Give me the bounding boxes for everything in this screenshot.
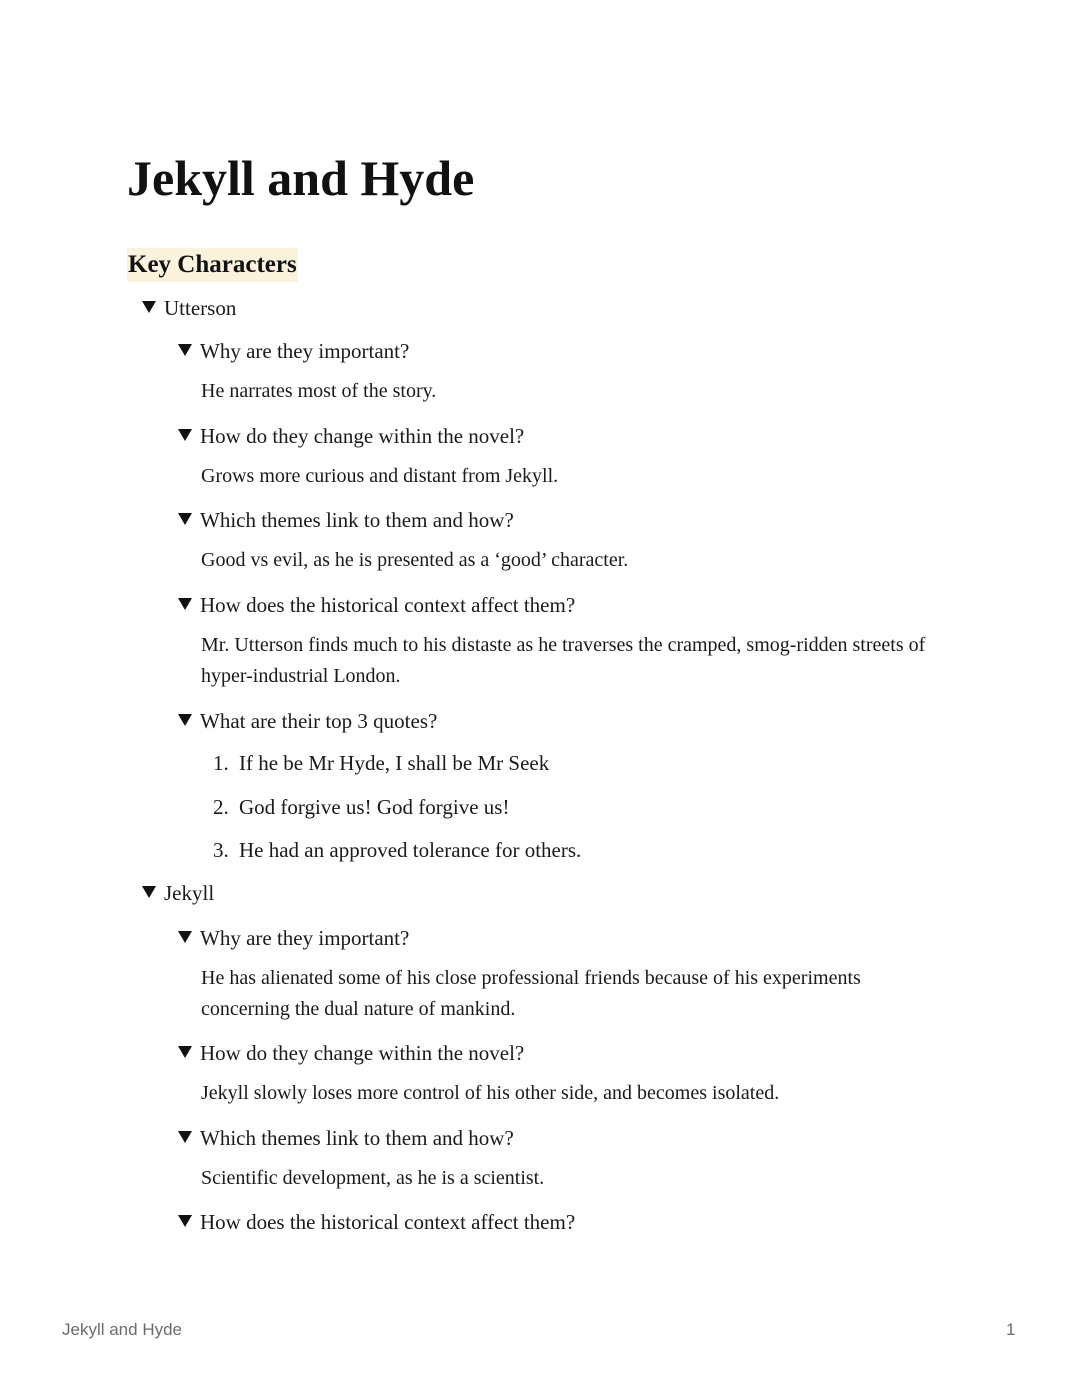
toggle-triangle-icon[interactable]	[142, 886, 156, 898]
footer-title: Jekyll and Hyde	[62, 1320, 183, 1339]
question-text: How do they change within the novel?	[200, 1041, 525, 1065]
toggle-question[interactable]	[178, 592, 575, 618]
toggle-triangle-icon[interactable]	[178, 1131, 192, 1143]
toggle-triangle-icon[interactable]	[178, 598, 192, 610]
question-text: How do they change within the novel?	[200, 424, 525, 448]
document-title: Jekyll and Hyde	[127, 150, 475, 206]
toggle-triangle-icon[interactable]	[178, 1046, 192, 1058]
section-heading: Key Characters	[127, 248, 298, 282]
question-text: How does the historical context affect them?	[200, 1210, 576, 1234]
toggle-jekyll[interactable]	[142, 880, 214, 906]
question-text: Which themes link to them and how?	[200, 1126, 514, 1150]
toggle-triangle-icon[interactable]	[178, 714, 192, 726]
toggle-triangle-icon[interactable]	[178, 429, 192, 441]
answer-text: Grows more curious and distant from Jekyll.	[201, 465, 559, 487]
toggle-question[interactable]	[178, 708, 437, 734]
answer-text: He narrates most of the story.	[201, 380, 437, 402]
quote-item	[213, 750, 549, 776]
toggle-utterson[interactable]	[142, 295, 236, 321]
question-text: Which themes link to them and how?	[200, 508, 514, 532]
toggle-triangle-icon[interactable]	[178, 513, 192, 525]
toggle-question[interactable]	[178, 1040, 524, 1066]
quote-text: If he be Mr Hyde, I shall be Mr Seek	[239, 751, 550, 775]
answer-text: Scientific development, as he is a scientist.	[201, 1167, 545, 1189]
character-name: Utterson	[164, 296, 237, 320]
question-text: Why are they important?	[200, 339, 410, 363]
toggle-question[interactable]	[178, 1209, 575, 1235]
toggle-question[interactable]	[178, 925, 409, 951]
toggle-triangle-icon[interactable]	[142, 301, 156, 313]
quote-text: He had an approved tolerance for others.	[239, 838, 582, 862]
quote-text: God forgive us! God forgive us!	[239, 795, 510, 819]
toggle-question[interactable]	[178, 507, 514, 533]
answer-text: He has alienated some of his close professional friends because of his experiments concerning the dual nature of mankind.	[201, 967, 861, 1020]
toggle-triangle-icon[interactable]	[178, 1215, 192, 1227]
list-number: 2.	[213, 795, 229, 819]
question-text: What are their top 3 quotes?	[200, 709, 438, 733]
answer-text: Good vs evil, as he is presented as a ‘good’ character.	[201, 549, 629, 571]
character-name: Jekyll	[164, 881, 215, 905]
question-text: How does the historical context affect them?	[200, 593, 576, 617]
toggle-triangle-icon[interactable]	[178, 931, 192, 943]
answer-text: Mr. Utterson finds much to his distaste as he traverses the cramped, smog-ridden streets of hyper-industrial London.	[201, 634, 926, 687]
toggle-triangle-icon[interactable]	[178, 344, 192, 356]
quote-item	[213, 794, 509, 820]
toggle-question[interactable]	[178, 338, 409, 364]
answer-text: Jekyll slowly loses more control of his other side, and becomes isolated.	[201, 1082, 780, 1104]
question-text: Why are they important?	[200, 926, 410, 950]
quote-item	[213, 837, 581, 863]
toggle-question[interactable]	[178, 423, 524, 449]
list-number: 3.	[213, 838, 229, 862]
toggle-question[interactable]	[178, 1125, 514, 1151]
page-number: 1	[1006, 1320, 1016, 1339]
list-number: 1.	[213, 751, 229, 775]
